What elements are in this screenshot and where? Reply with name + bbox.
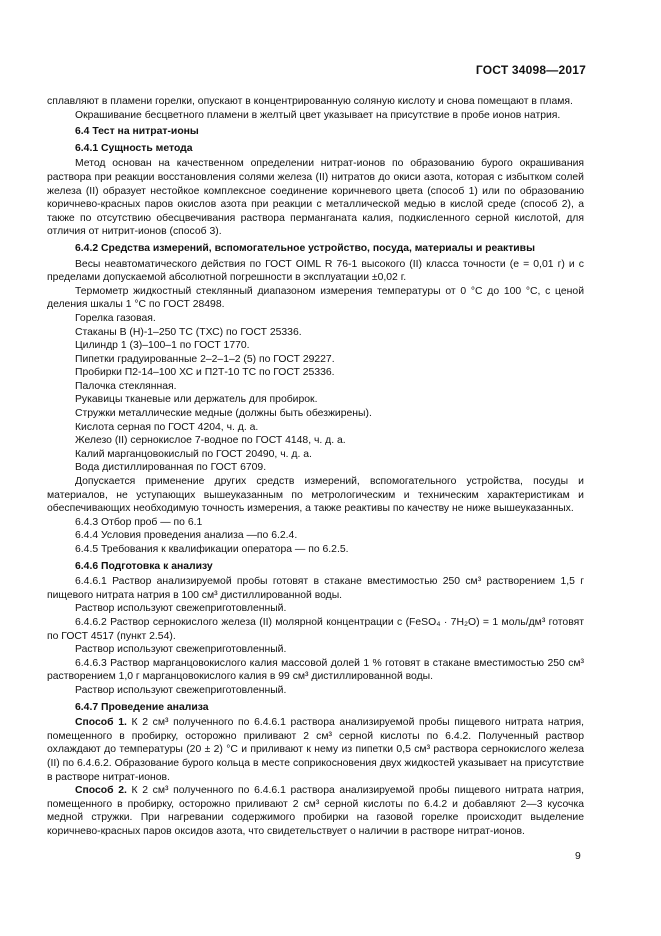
paragraph: Раствор используют свежеприготовленный. [75, 644, 287, 656]
paragraph-method-2 [47, 784, 584, 838]
paragraph: Раствор используют свежеприготовленный. [75, 603, 287, 615]
page-body [47, 95, 584, 838]
list-item: Пробирки П2-14–100 ХС и П2Т-10 ТС по ГОСТ 25336. [75, 367, 335, 379]
paragraph: 6.4.6.3 Раствор марганцовокислого калия массовой долей 1 % готовят в стакане вместимостью 250 см³ растворением 1,0 г марганцовокислого калия в 99 см³ дистиллированной воды. [47, 657, 584, 683]
list-item: Железо (II) сернокислое 7-водное по ГОСТ 4148, ч. д. а. [75, 435, 346, 447]
section-heading-6-4-2: 6.4.2 Средства измерений, вспомогательное устройство, посуда, материалы и реактивы [75, 242, 535, 254]
list-item: Стаканы В (Н)-1–250 ТС (ТХС) по ГОСТ 25336. [75, 326, 302, 338]
method-1-text: К 2 см³ полученного по 6.4.6.1 раствора анализируемой пробы пищевого нитрата натрия, помещенного в пробирку, осторожно приливают 2 см³ серной кислоты по 6.4.2. Полученный раствор охлаждают до температуры (20 ± 2) °С и приливают к нему из пипетки 0,5 см³ раствора сернокислого железа (II) по 6.4.6.2. Образование бурого кольца в месте соприкосновения двух жидкостей указывает на присутствие в растворе нитрат-ионов. [47, 717, 584, 783]
method-2-text: К 2 см³ полученного по 6.4.6.1 раствора анализируемой пробы пищевого нитрата натрия, помещенного в пробирку, осторожно приливают 2 см³ серной кислоты по 6.4.2 и добавляют 2—3 кусочка медной стружки. При нагревании содержимого пробирки на газовой горелке происходит выделение коричнево-красных паров оксидов азота, что свидетельствует о наличии в растворе нитрат-ионов. [47, 785, 584, 837]
paragraph: Раствор используют свежеприготовленный. [75, 684, 287, 696]
subsection-6-4-3: 6.4.3 Отбор проб — по 6.1 [75, 516, 203, 528]
paragraph: сплавляют в пламени горелки, опускают в концентрированную соляную кислоту и снова помещают в пламя. [47, 96, 573, 107]
paragraph: Весы неавтоматического действия по ГОСТ OIML R 76-1 высокого (II) класса точности (е = 0,01 г) и с пределами допускаемой абсолютной погрешности в эксплуатации ±0,02 г. [47, 258, 584, 284]
equipment-list [47, 312, 584, 475]
list-item: Рукавицы тканевые или держатель для пробирок. [75, 394, 318, 406]
method-2-label: Способ 2. [75, 785, 127, 797]
list-item: Палочка стеклянная. [75, 380, 177, 392]
paragraph: 6.4.6.1 Раствор анализируемой пробы готовят в стакане вместимостью 250 см³ растворением 1,5 г пищевого нитрата натрия в 100 см³ дистиллированной воды. [47, 576, 584, 601]
paragraph: Термометр жидкостный стеклянный диапазоном измерения температуры от 0 °С до 100 °С, с ценой деления шкалы 1 °С по ГОСТ 28498. [47, 285, 584, 311]
method-1-label: Способ 1. [75, 717, 127, 729]
list-item: Горелка газовая. [75, 312, 156, 324]
paragraph: Допускается применение других средств измерений, вспомогательного устройства, посуды и материалов, не уступающих вышеуказанным по метрологическим и техническим характеристикам и обеспечивающих необходимую точность измерения, а также реактивы по качеству не ниже вышеуказанных. [47, 476, 584, 515]
paragraph-method-1 [47, 716, 584, 784]
section-heading-6-4-7: 6.4.7 Проведение анализа [75, 701, 209, 713]
list-item: Стружки металлические медные (должны быть обезжирены). [75, 408, 372, 420]
list-item: Калий марганцовокислый по ГОСТ 20490, ч. д. а. [75, 448, 312, 460]
standard-designation: ГОСТ 34098—2017 [475, 63, 586, 77]
section-heading-6-4: 6.4 Тест на нитрат-ионы [75, 126, 199, 138]
subsection-6-4-4: 6.4.4 Условия проведения анализа —по 6.2.4. [75, 530, 298, 542]
paragraph: Окрашивание бесцветного пламени в желтый цвет указывает на присутствие в пробе ионов натрия. [75, 109, 561, 121]
section-heading-6-4-6: 6.4.6 Подготовка к анализу [75, 560, 213, 572]
list-item: Вода дистиллированная по ГОСТ 6709. [75, 462, 267, 474]
list-item: Цилиндр 1 (3)–100–1 по ГОСТ 1770. [75, 340, 250, 352]
subsection-6-4-5: 6.4.5 Требования к квалификации оператора — по 6.2.5. [75, 544, 349, 555]
list-item: Кислота серная по ГОСТ 4204, ч. д. а. [75, 421, 259, 433]
list-item: Пипетки градуированные 2–2–1–2 (5) по ГОСТ 29227. [75, 353, 335, 365]
paragraph: Метод основан на качественном определении нитрат-ионов по образованию бурого окрашивания раствора при реакции восстановления солями железа (II) нитратов до окиси азота, которая с избытком солей железа (II) образует нестойкое комплексное соединение коричневого цвета (способ 1) или по образованию коричнево-красных паров окислов азота при реакции с металлической медью в кислой среде (способ 2), а также по отсутствию обесцвечивания раствора перманганата калия, подкисленного серной кислотой, для отличия от нитрит-ионов (способ 3). [47, 158, 584, 238]
section-heading-6-4-1: 6.4.1 Сущность метода [75, 142, 193, 154]
page-number: 9 [575, 851, 581, 862]
paragraph: 6.4.6.2 Раствор сернокислого железа (II) молярной концентрации c (FeSO₄ · 7H₂O) = 1 моль/дм³ готовят по ГОСТ 4517 (пункт 2.54). [47, 616, 584, 642]
